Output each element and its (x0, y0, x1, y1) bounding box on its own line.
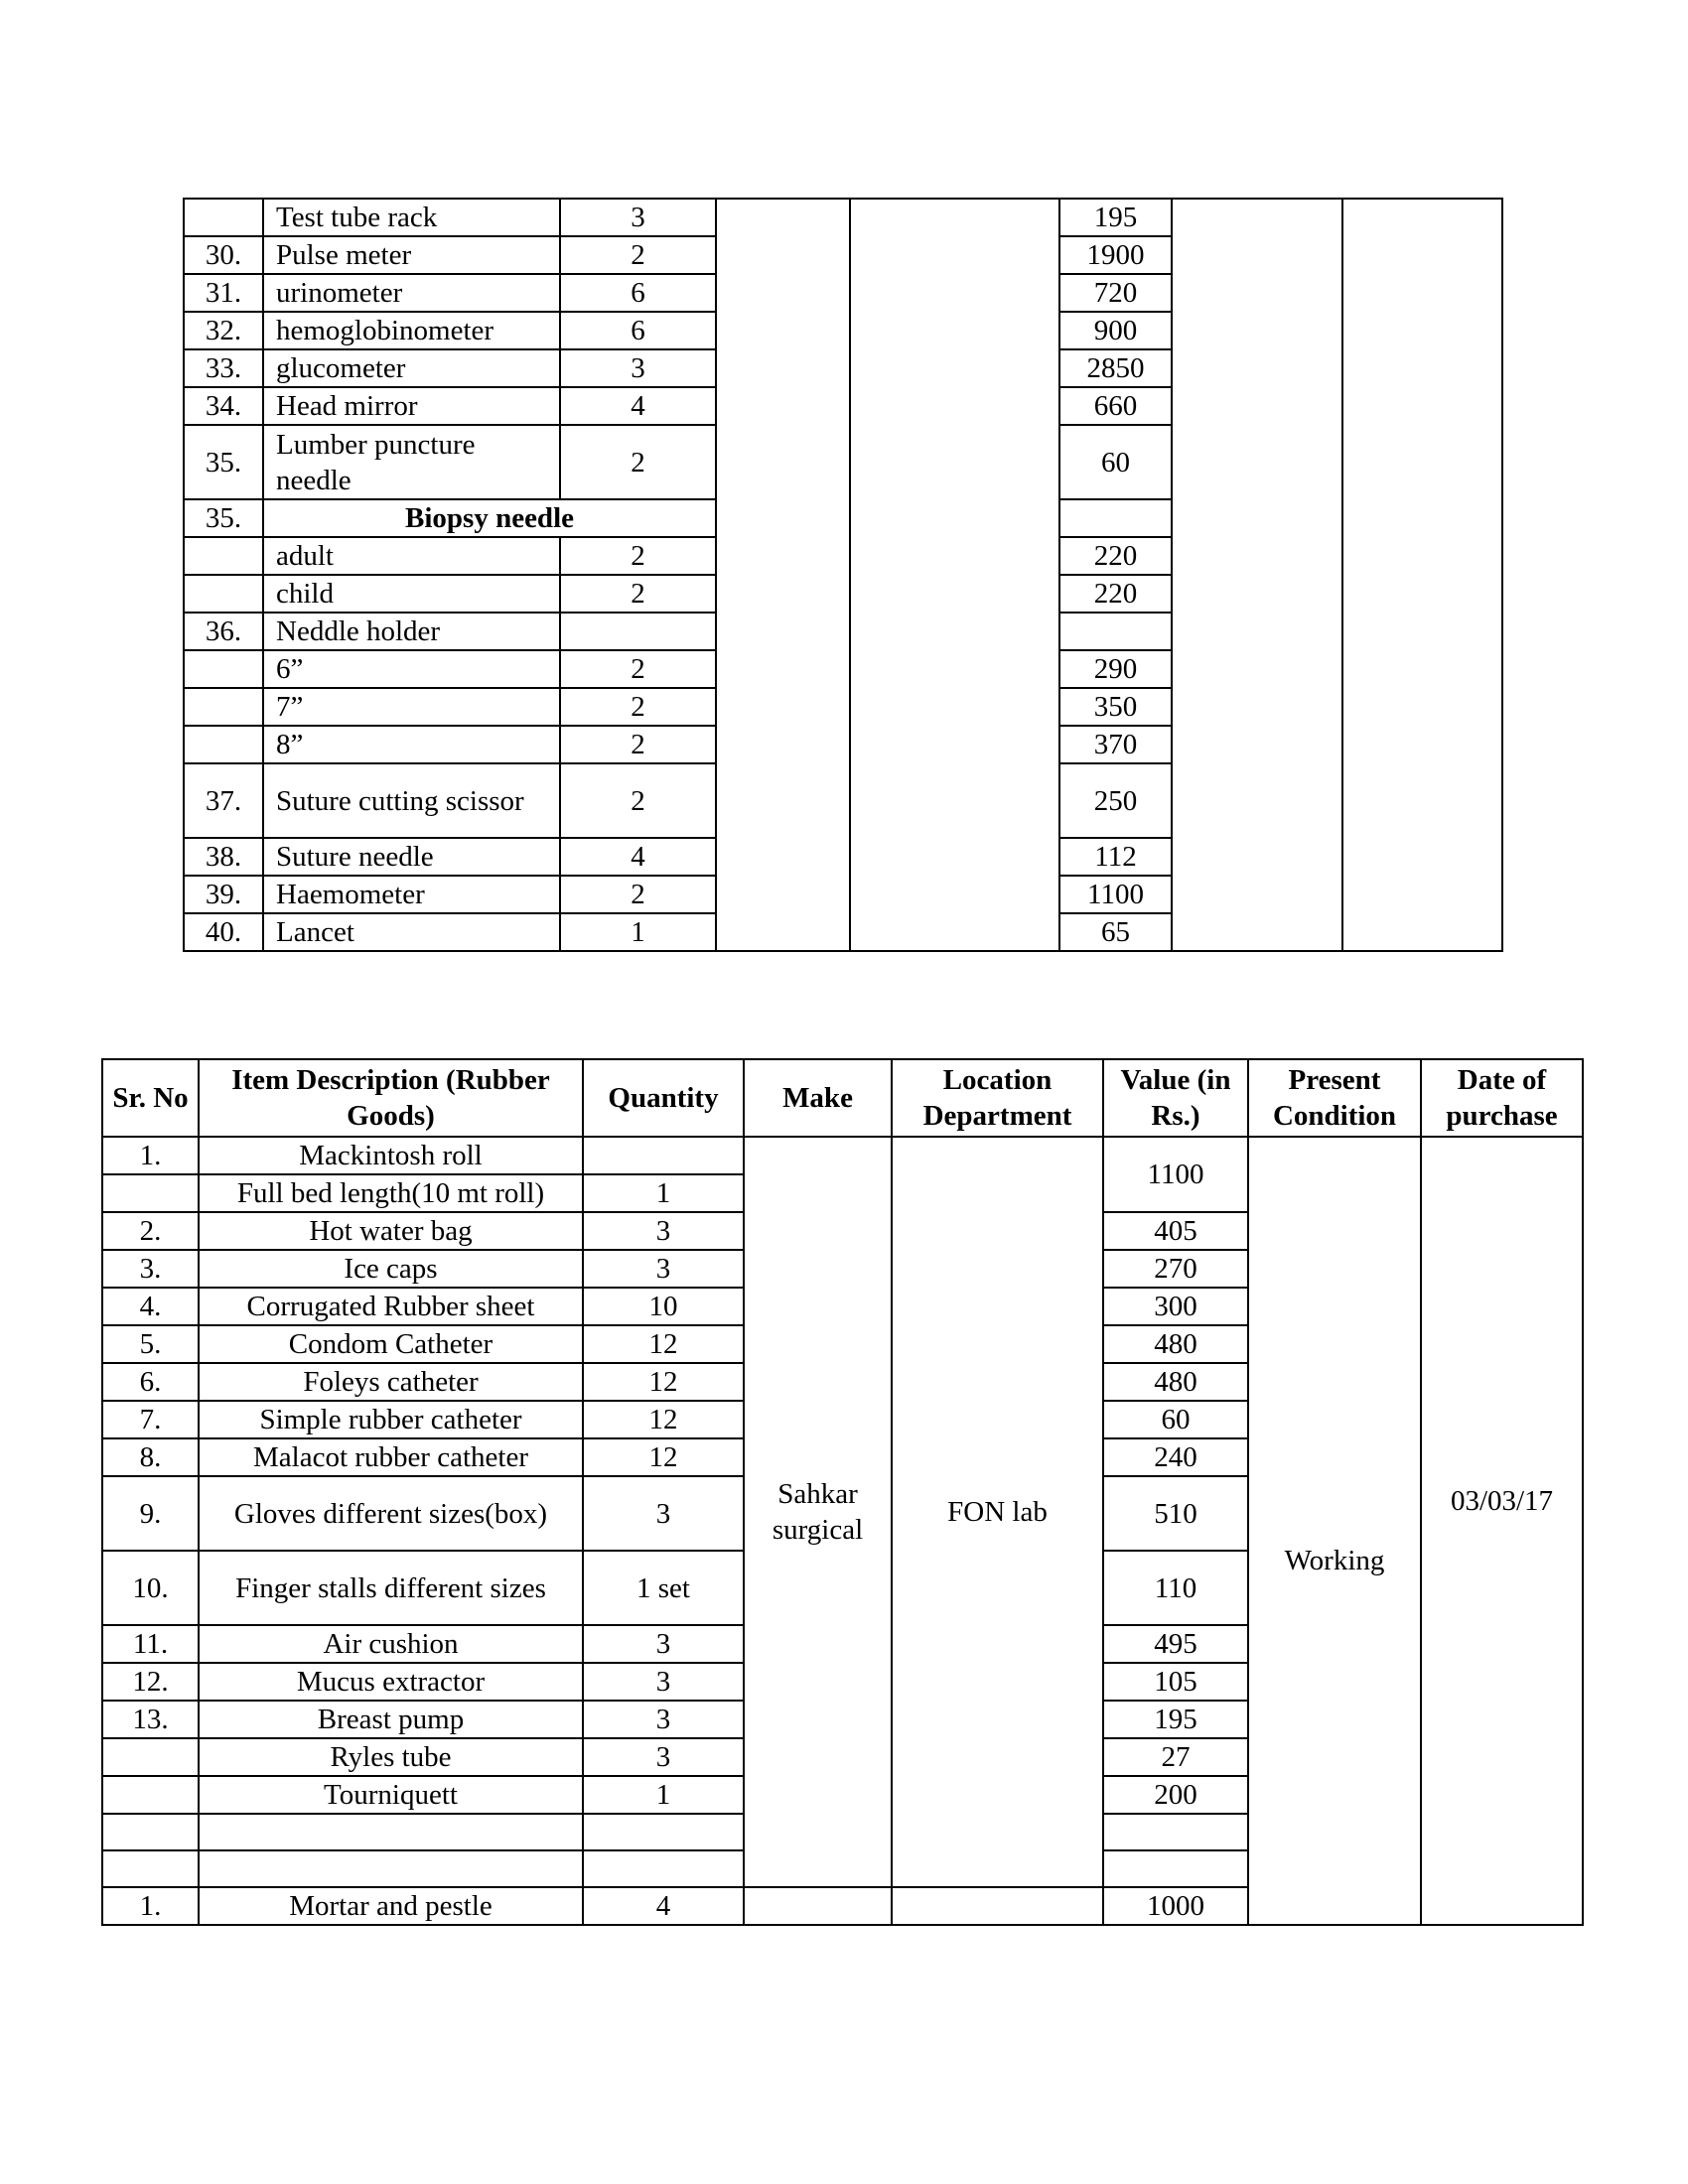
sr-cell (102, 1850, 199, 1887)
condition-cell (1172, 199, 1342, 951)
make-cell (744, 1887, 892, 1925)
sr-cell: 11. (102, 1625, 199, 1663)
qty-cell: 3 (583, 1625, 744, 1663)
item-cell: Mucus extractor (199, 1663, 583, 1701)
sr-cell (102, 1738, 199, 1776)
item-cell: Lumber puncture needle (263, 425, 560, 499)
qty-cell: 2 (560, 726, 716, 763)
sr-cell: 3. (102, 1250, 199, 1288)
qty-cell: 12 (583, 1363, 744, 1401)
value-cell: 240 (1103, 1438, 1248, 1476)
value-cell: 105 (1103, 1663, 1248, 1701)
item-cell: child (263, 575, 560, 613)
rubber-goods-table (101, 1058, 1584, 1926)
sr-cell: 1. (102, 1887, 199, 1925)
value-cell: 112 (1059, 838, 1172, 876)
sr-cell (184, 650, 263, 688)
item-cell: Simple rubber catheter (199, 1401, 583, 1438)
value-cell: 1100 (1059, 876, 1172, 913)
value-cell: 510 (1103, 1476, 1248, 1551)
header-make: Make (744, 1059, 892, 1137)
value-cell: 900 (1059, 312, 1172, 349)
qty-cell: 3 (560, 199, 716, 236)
sr-cell: 33. (184, 349, 263, 387)
value-cell: 220 (1059, 575, 1172, 613)
sr-cell: 39. (184, 876, 263, 913)
qty-cell: 12 (583, 1401, 744, 1438)
value-cell: 60 (1103, 1401, 1248, 1438)
qty-cell (583, 1814, 744, 1850)
value-cell: 350 (1059, 688, 1172, 726)
value-cell: 270 (1103, 1250, 1248, 1288)
table-row (184, 199, 1502, 236)
value-cell: 1000 (1103, 1887, 1248, 1925)
value-cell: 200 (1103, 1776, 1248, 1814)
item-cell: hemoglobinometer (263, 312, 560, 349)
item-cell: Lancet (263, 913, 560, 951)
item-cell: Malacot rubber catheter (199, 1438, 583, 1476)
qty-cell: 2 (560, 688, 716, 726)
value-cell: 60 (1059, 425, 1172, 499)
sr-cell: 30. (184, 236, 263, 274)
qty-cell: 2 (560, 575, 716, 613)
qty-cell (583, 1137, 744, 1174)
value-cell: 220 (1059, 537, 1172, 575)
sr-cell: 9. (102, 1476, 199, 1551)
value-cell: 250 (1059, 763, 1172, 838)
sr-cell: 7. (102, 1401, 199, 1438)
table-row (102, 1137, 1583, 1174)
item-cell: 6” (263, 650, 560, 688)
sr-cell (184, 575, 263, 613)
location-cell (892, 1887, 1103, 1925)
qty-cell: 2 (560, 425, 716, 499)
sr-cell: 10. (102, 1551, 199, 1625)
item-cell: Test tube rack (263, 199, 560, 236)
section-heading: Biopsy needle (263, 499, 716, 537)
value-cell (1059, 613, 1172, 650)
item-cell: urinometer (263, 274, 560, 312)
item-cell (199, 1814, 583, 1850)
qty-cell: 1 (583, 1776, 744, 1814)
sr-cell: 32. (184, 312, 263, 349)
make-cell: Sahkar surgical (744, 1137, 892, 1887)
item-cell (199, 1850, 583, 1887)
value-cell: 290 (1059, 650, 1172, 688)
qty-cell: 2 (560, 763, 716, 838)
item-cell: Pulse meter (263, 236, 560, 274)
header-condition: Present Condition (1248, 1059, 1421, 1137)
qty-cell: 1 (583, 1174, 744, 1212)
sr-cell (184, 726, 263, 763)
item-cell: Head mirror (263, 387, 560, 425)
qty-cell: 1 set (583, 1551, 744, 1625)
sr-cell: 12. (102, 1663, 199, 1701)
item-cell: Finger stalls different sizes (199, 1551, 583, 1625)
sr-cell: 35. (184, 499, 263, 537)
qty-cell: 4 (560, 838, 716, 876)
value-cell: 480 (1103, 1363, 1248, 1401)
item-cell: Hot water bag (199, 1212, 583, 1250)
item-cell: Air cushion (199, 1625, 583, 1663)
sr-cell (102, 1776, 199, 1814)
qty-cell: 4 (583, 1887, 744, 1925)
value-cell (1103, 1850, 1248, 1887)
item-cell: Gloves different sizes(box) (199, 1476, 583, 1551)
date-cell: 03/03/17 (1421, 1137, 1583, 1925)
sr-cell: 35. (184, 425, 263, 499)
header-location: Location Department (892, 1059, 1103, 1137)
item-cell: Ice caps (199, 1250, 583, 1288)
value-cell: 300 (1103, 1288, 1248, 1325)
table-body (184, 199, 1502, 951)
qty-cell: 2 (560, 876, 716, 913)
qty-cell: 3 (583, 1701, 744, 1738)
sr-cell: 31. (184, 274, 263, 312)
qty-cell: 2 (560, 650, 716, 688)
header-value: Value (in Rs.) (1103, 1059, 1248, 1137)
sr-cell (184, 537, 263, 575)
value-cell: 370 (1059, 726, 1172, 763)
equipment-table-continued (183, 198, 1503, 952)
value-cell: 2850 (1059, 349, 1172, 387)
item-cell: Haemometer (263, 876, 560, 913)
location-cell (850, 199, 1059, 951)
item-cell: Breast pump (199, 1701, 583, 1738)
header-sr-no: Sr. No (102, 1059, 199, 1137)
value-cell (1059, 499, 1172, 537)
sr-cell: 34. (184, 387, 263, 425)
sr-cell (102, 1814, 199, 1850)
value-cell: 195 (1059, 199, 1172, 236)
qty-cell: 4 (560, 387, 716, 425)
sr-cell (102, 1174, 199, 1212)
qty-cell: 6 (560, 312, 716, 349)
header-row (102, 1059, 1583, 1137)
item-cell: Suture needle (263, 838, 560, 876)
header-quantity: Quantity (583, 1059, 744, 1137)
value-cell: 720 (1059, 274, 1172, 312)
item-cell: Neddle holder (263, 613, 560, 650)
qty-cell: 3 (583, 1663, 744, 1701)
value-cell: 660 (1059, 387, 1172, 425)
item-cell: Condom Catheter (199, 1325, 583, 1363)
qty-cell: 3 (583, 1250, 744, 1288)
value-cell: 495 (1103, 1625, 1248, 1663)
sr-cell: 37. (184, 763, 263, 838)
sr-cell: 13. (102, 1701, 199, 1738)
sr-cell: 6. (102, 1363, 199, 1401)
qty-cell: 10 (583, 1288, 744, 1325)
qty-cell: 1 (560, 913, 716, 951)
header-item-description: Item Description (Rubber Goods) (199, 1059, 583, 1137)
date-cell (1342, 199, 1502, 951)
qty-cell: 3 (583, 1212, 744, 1250)
qty-cell: 12 (583, 1325, 744, 1363)
qty-cell: 3 (583, 1738, 744, 1776)
value-cell: 195 (1103, 1701, 1248, 1738)
sr-cell: 36. (184, 613, 263, 650)
item-cell: glucometer (263, 349, 560, 387)
qty-cell (583, 1850, 744, 1887)
qty-cell: 3 (583, 1476, 744, 1551)
value-cell: 1900 (1059, 236, 1172, 274)
item-cell: 7” (263, 688, 560, 726)
sr-cell: 38. (184, 838, 263, 876)
sr-cell: 5. (102, 1325, 199, 1363)
item-cell: Suture cutting scissor (263, 763, 560, 838)
item-cell: adult (263, 537, 560, 575)
value-cell: 110 (1103, 1551, 1248, 1625)
sr-cell (184, 199, 263, 236)
qty-cell: 6 (560, 274, 716, 312)
sr-cell (184, 688, 263, 726)
sr-cell: 40. (184, 913, 263, 951)
item-cell: Ryles tube (199, 1738, 583, 1776)
sr-cell: 2. (102, 1212, 199, 1250)
qty-cell (560, 613, 716, 650)
item-cell: Foleys catheter (199, 1363, 583, 1401)
qty-cell: 2 (560, 236, 716, 274)
qty-cell: 12 (583, 1438, 744, 1476)
qty-cell: 3 (560, 349, 716, 387)
value-cell (1103, 1814, 1248, 1850)
item-cell: Full bed length(10 mt roll) (199, 1174, 583, 1212)
value-cell: 480 (1103, 1325, 1248, 1363)
item-cell: Mortar and pestle (199, 1887, 583, 1925)
make-cell (716, 199, 850, 951)
item-cell: Tourniquett (199, 1776, 583, 1814)
item-cell: 8” (263, 726, 560, 763)
value-cell: 65 (1059, 913, 1172, 951)
location-cell: FON lab (892, 1137, 1103, 1887)
sr-cell: 1. (102, 1137, 199, 1174)
item-cell: Corrugated Rubber sheet (199, 1288, 583, 1325)
qty-cell: 2 (560, 537, 716, 575)
sr-cell: 4. (102, 1288, 199, 1325)
value-cell: 405 (1103, 1212, 1248, 1250)
header-date: Date of purchase (1421, 1059, 1583, 1137)
value-cell: 27 (1103, 1738, 1248, 1776)
sr-cell: 8. (102, 1438, 199, 1476)
value-cell: 1100 (1103, 1137, 1248, 1212)
item-cell: Mackintosh roll (199, 1137, 583, 1174)
condition-cell: Working (1248, 1137, 1421, 1925)
